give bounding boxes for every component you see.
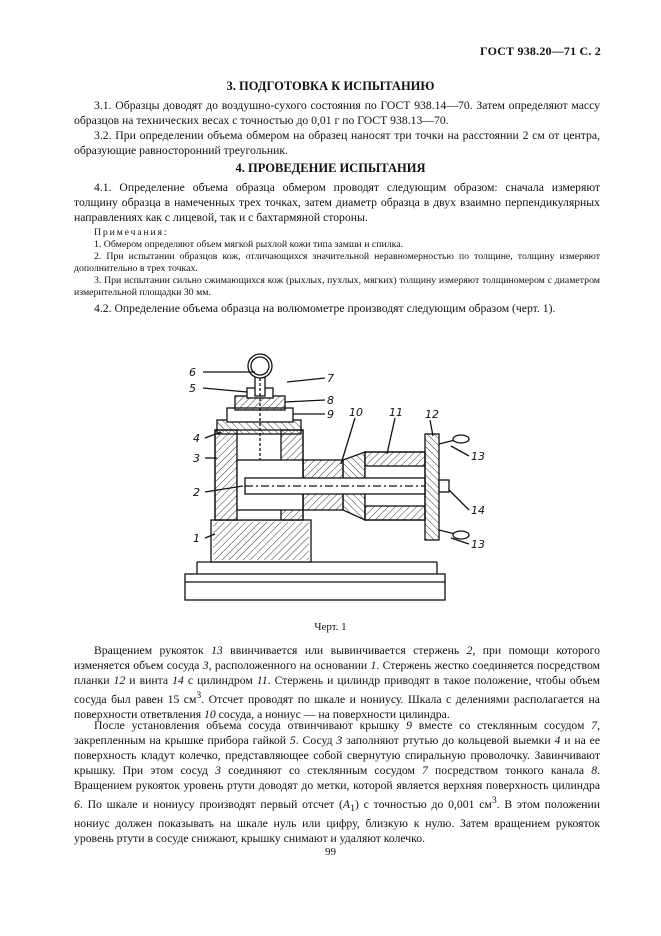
figure-label-8: 8 [327, 394, 334, 407]
section-3-title: 3. ПОДГОТОВКА К ИСПЫТАНИЮ [226, 79, 435, 93]
note-3: 3. При испытании сильно сжимающихся кож (рыхлых, пухлых, мягких) толщину измеряют толщиномером с диаметром измерительной площадки 30 мм. [74, 275, 600, 298]
paragraph-3-1: 3.1. Образцы доводят до воздушно-сухого состояния по ГОСТ 938.14—70. Затем определяют массу образцов на технических весах с точностью до 0,01 г по ГОСТ 938.13—70. [74, 99, 600, 127]
figure-label-1: 1 [193, 532, 200, 545]
page-number: 99 [325, 846, 336, 858]
figure-label-3: 3 [193, 452, 200, 465]
figure-label-13-bottom: 13 [471, 538, 485, 551]
document-header: ГОСТ 938.20—71 С. 2 [480, 44, 601, 58]
figure-label-13-top: 13 [471, 450, 485, 463]
figure-label-5: 5 [189, 382, 196, 395]
volumometer-drawing [175, 352, 495, 617]
paragraph-4-2: 4.2. Определение объема образца на волюмометре производят следующим образом (черт. 1). [94, 302, 556, 315]
body-paragraph-2: После установления объема сосуда отвинчивают крышку 9 вместе со стеклянным сосудом 7, закрепленным на крышке прибора гайкой 5. Сосуд 3 заполняют ртутью до кольцевой выемки 4 и на ее поверхность кладут колечко, представляющее собой свернутую спиральную проволочку. Завинчивают крышку. При этом сосуд 3 соединяют со стеклянным сосудом 7 посредством тонкого канала 8. Вращением рукояток уровень ртути доводят до метки, которой является верхняя поверхность цилиндра 6. По шкале и нониусу производят первый отсчет $(A_1)$ с точностью до 0,001 $см^3$. В этом положении нониус должен показывать на шкале нуль или цифру, близкую к нулю. Затем вращением рукояток уровень ртути в сосуде снижают, крышку снимают и удаляют колечко. [74, 719, 601, 846]
note-2: 2. При испытании образцов кож, отличающихся значительной неравномерностью по толщине, толщину измеряют дополнительно в трех точках. [74, 251, 600, 274]
section-4-title: 4. ПРОВЕДЕНИЕ ИСПЫТАНИЯ [235, 161, 426, 175]
figure-label-10: 10 [349, 406, 363, 419]
figure-label-11: 11 [389, 406, 403, 419]
body-paragraph-1: Вращением рукояток 13 ввинчивается или вывинчивается стержень 2, при помощи которого изменяется объем сосуда 3, расположенного на основании 1. Стержень жестко соединяется посредством планки 12 и винта 14 с цилиндром 11. Стержень и цилиндр приводят в такое положение, чтобы объем сосуда был равен 15 $см^3$. Отсчет проводят по шкале и нониусу. Шкала с делениями располагается на поверхности ответвления 10 сосуда, а нониус — на поверхности цилиндра. [74, 644, 600, 721]
figure-label-7: 7 [327, 372, 334, 385]
paragraph-3-2: 3.2. При определении объема обмером на образец наносят три точки на расстоянии 2 см от центра, образующие равносторонний треугольник. [74, 129, 600, 157]
figure-label-14: 14 [471, 504, 485, 517]
figure-caption: Черт. 1 [314, 621, 347, 633]
figure-label-12: 12 [425, 408, 439, 421]
note-1: 1. Обмером определяют объем мягкой рыхлой кожи типа замши и спилка. [94, 239, 404, 250]
figure-label-4: 4 [193, 432, 200, 445]
notes-heading: Примечания: [94, 227, 169, 238]
figure-label-2: 2 [193, 486, 200, 499]
paragraph-4-1: 4.1. Определение объема образца обмером проводят следующим образом: сначала измеряют толщину образца в намеченных трех точках, затем диаметр образца в двух взаимно перпендикулярных направлениях как с лицевой, так и с бахтармяной стороны. [74, 181, 600, 224]
figure-label-6: 6 [189, 366, 196, 379]
figure-label-9: 9 [327, 408, 334, 421]
